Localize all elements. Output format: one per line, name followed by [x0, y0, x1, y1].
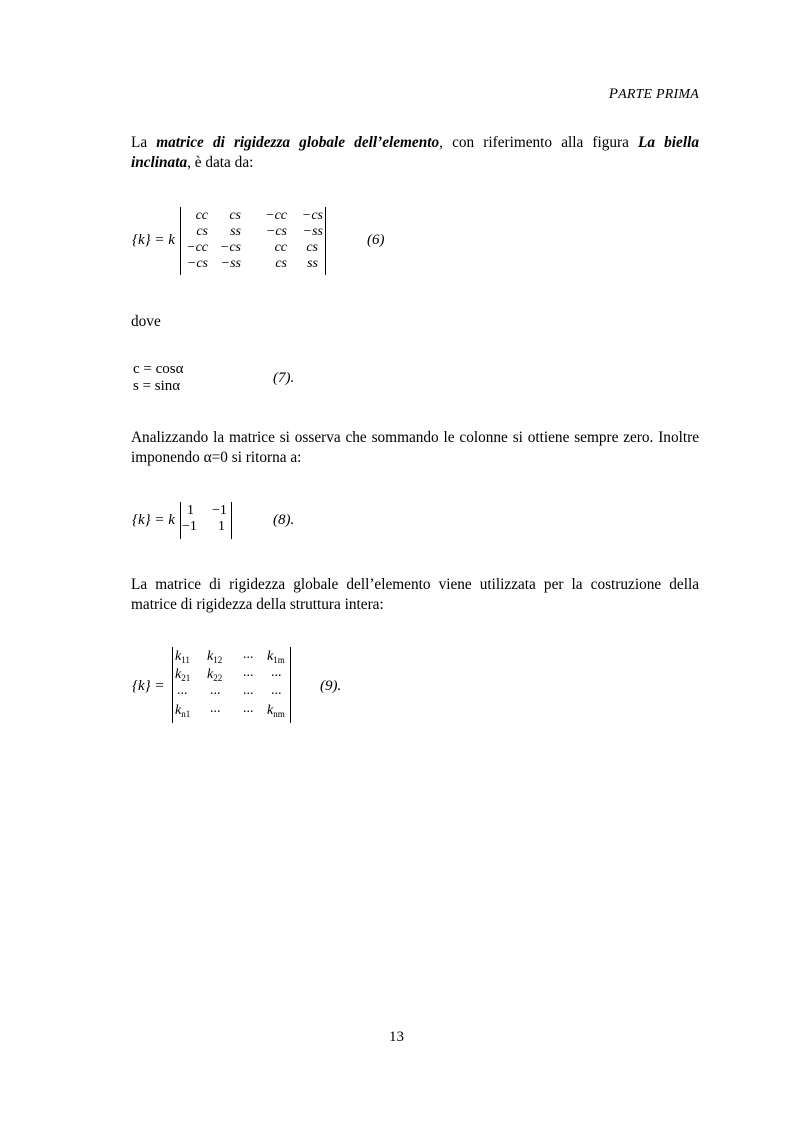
matrix-dots: ...	[177, 683, 188, 698]
matrix-cell: $k_{12}$	[207, 649, 223, 665]
eq8-lhs: {k} = k	[132, 512, 175, 528]
matrix-dots: ...	[210, 701, 221, 716]
eq9-number: (9).	[320, 678, 342, 694]
matrix-cell: cs	[196, 224, 208, 239]
eq8-matrix	[180, 502, 232, 539]
equation-8	[131, 502, 331, 542]
eq9-lhs: {k} =	[132, 678, 165, 694]
equation-7	[131, 361, 331, 401]
running-header	[609, 86, 699, 103]
intro-paragraph	[131, 133, 699, 173]
matrix-cell: $k_{1m}$	[267, 649, 285, 665]
alpha-symbol: α	[203, 449, 212, 466]
construction-paragraph: La matrice di rigidezza globale dell’elemento viene utilizzata per la costruzione della matrice di rigidezza della struttura intera:	[131, 576, 699, 613]
matrix-cell: cc	[195, 208, 208, 223]
matrix-cell: $k_{21}$	[175, 667, 191, 683]
eq7-number: (7).	[273, 370, 295, 386]
header-word2: PRIMA	[656, 87, 699, 102]
matrix-cell: ss	[230, 224, 241, 239]
header-word1: ARTE	[618, 87, 657, 102]
matrix-dots: ...	[210, 683, 221, 698]
matrix-cell: 1	[218, 519, 225, 534]
matrix-dots: ...	[243, 647, 254, 662]
analysis-paragraph	[131, 428, 699, 468]
page-number: 13	[389, 1029, 404, 1045]
intro-text-pre: La	[131, 134, 157, 151]
matrix-cell: −ss	[302, 224, 323, 239]
matrix-cell: cs	[275, 256, 287, 271]
matrix-cell: −1	[212, 503, 227, 518]
matrix-cell: −cs	[301, 208, 323, 223]
matrix-dots: ...	[271, 665, 282, 680]
matrix-dots: ...	[243, 665, 254, 680]
header-initial: P	[608, 86, 619, 102]
eq9-matrix	[172, 647, 291, 723]
matrix-cell: $k_{n1}$	[175, 703, 191, 719]
matrix-cell: ss	[307, 256, 318, 271]
matrix-cell: cs	[306, 240, 318, 255]
eq7-line-c: c = cosα	[133, 361, 184, 377]
intro-text-post: , è data da:	[187, 154, 254, 171]
matrix-cell: cs	[229, 208, 241, 223]
eq6-matrix	[180, 207, 326, 275]
matrix-cell: $k_{nm}$	[267, 703, 285, 719]
eq6-lhs: {k} = k	[132, 232, 175, 248]
analysis-text-pre: Analizzando la matrice si osserva che sommando le colonne si ottiene sempre zero. Inoltre imponendo	[131, 429, 699, 466]
matrix-dots: ...	[243, 683, 254, 698]
dove-text: dove	[131, 313, 161, 330]
matrix-cell: −cc	[265, 208, 287, 223]
equation-6	[131, 205, 431, 277]
intro-text-mid: , con riferimento alla figura	[439, 134, 639, 151]
matrix-dots: ...	[271, 683, 282, 698]
matrix-cell: −cs	[265, 224, 287, 239]
equation-9	[131, 647, 371, 727]
matrix-cell: −ss	[220, 256, 241, 271]
matrix-cell: 1	[187, 503, 194, 518]
eq7-line-s: s = sinα	[133, 378, 181, 394]
matrix-cell: −1	[182, 519, 197, 534]
eq6-number: (6)	[367, 232, 385, 248]
matrix-cell: −cs	[186, 256, 208, 271]
matrix-cell: $k_{22}$	[207, 667, 223, 683]
matrix-cell: −cs	[219, 240, 241, 255]
matrix-cell: cc	[274, 240, 287, 255]
analysis-text-post: =0 si ritorna a:	[211, 449, 302, 466]
matrix-cell: $k_{11}$	[175, 649, 190, 665]
matrix-cell: −cc	[186, 240, 208, 255]
figure-reference: La biella inclinata	[131, 134, 699, 171]
eq8-number: (8).	[273, 512, 295, 528]
term-matrice-globale: matrice di rigidezza globale dell’elemento	[156, 134, 440, 151]
matrix-dots: ...	[243, 701, 254, 716]
